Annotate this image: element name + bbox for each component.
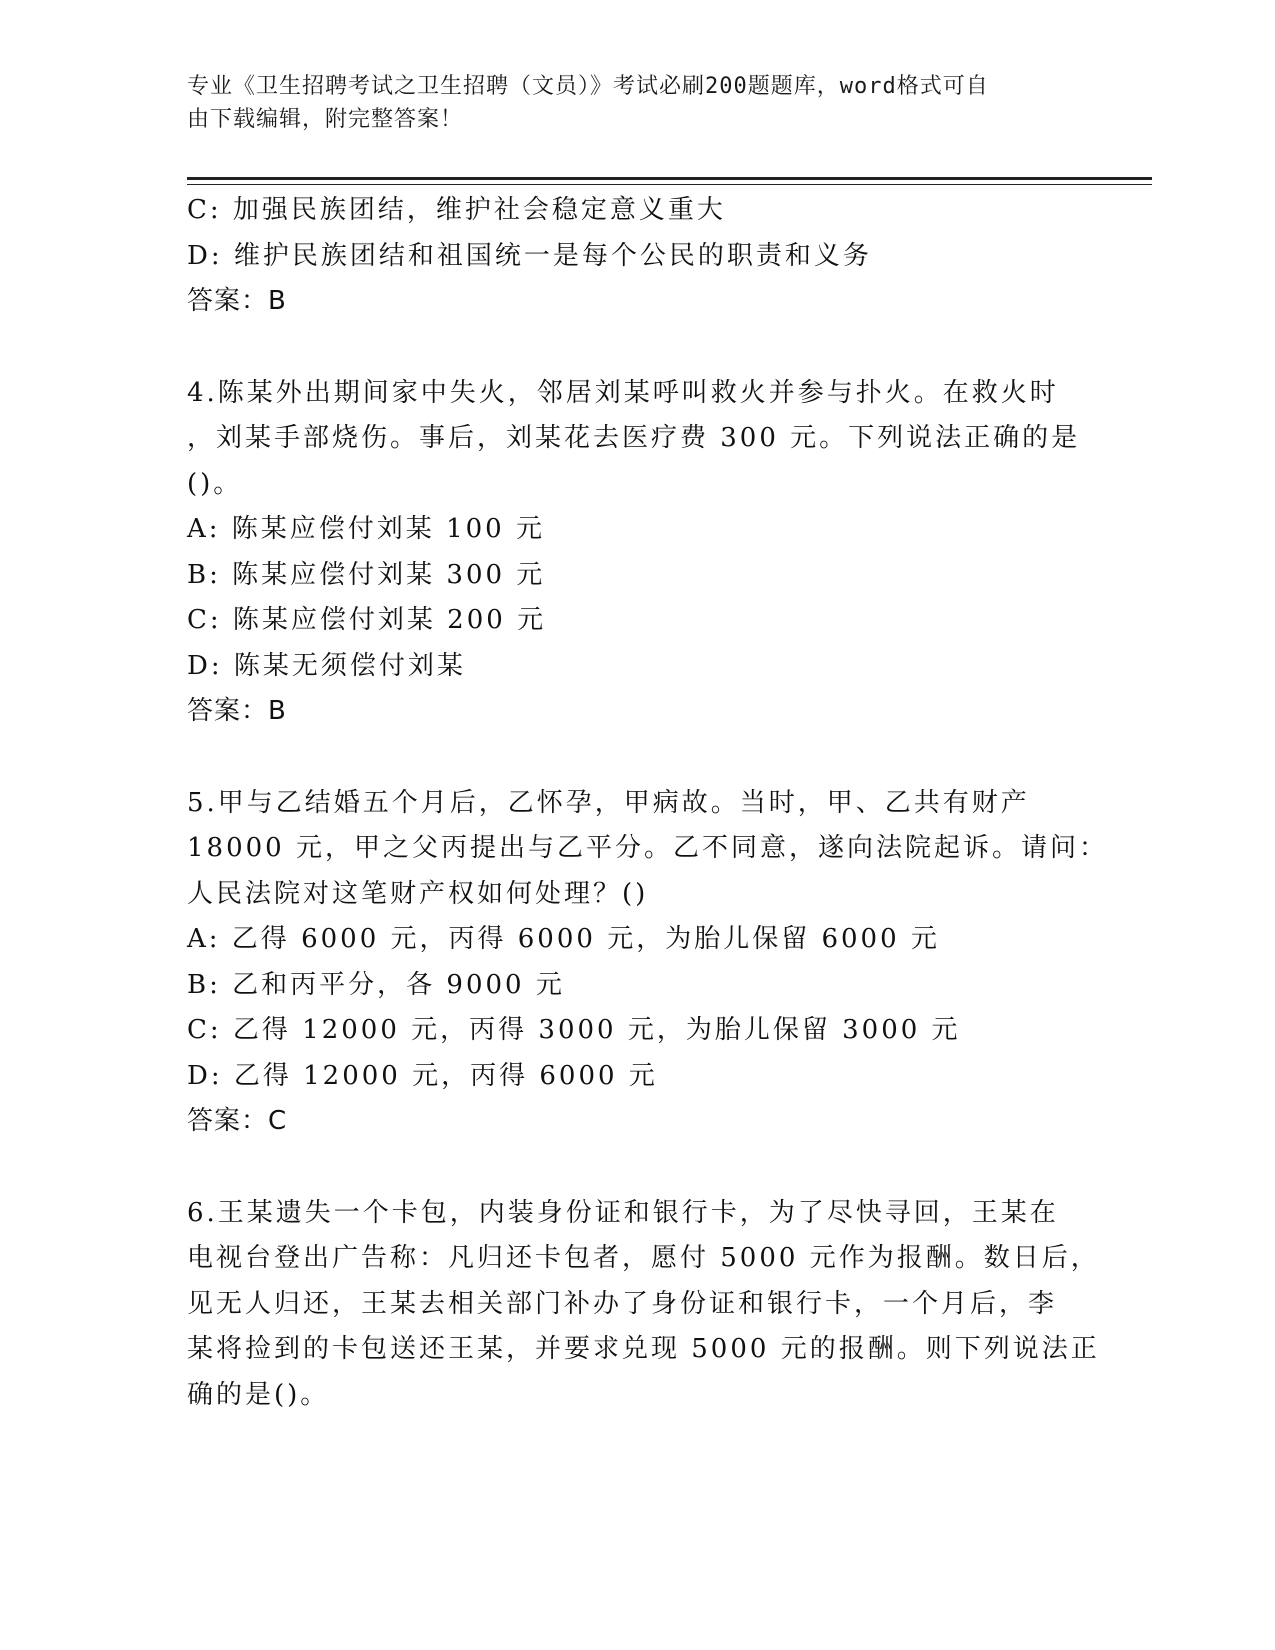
- question-content: [187, 188, 1108, 1418]
- option-c: C: 加强民族团结，维护社会稳定意义重大: [187, 195, 726, 225]
- header-divider-thin: [187, 184, 1152, 185]
- question-stem: ()。: [187, 468, 243, 499]
- option-d: D: 乙得 12000 元，丙得 6000 元: [187, 1060, 658, 1091]
- question-stem: 5.甲与乙结婚五个月后，乙怀孕，甲病故。当时，甲、乙共有财产: [187, 787, 1030, 818]
- document-header: [187, 70, 1067, 136]
- option-c: C: 乙得 12000 元，丙得 3000 元，为胎儿保留 3000 元: [187, 1015, 961, 1045]
- question-stem: ，刘某手部烧伤。事后，刘某花去医疗费 300 元。下列说法正确的是: [187, 423, 1081, 453]
- spacer: [187, 735, 1087, 781]
- option-a: A: 陈某应偿付刘某 100 元: [187, 514, 545, 544]
- question-stem: 某将捡到的卡包送还王某，并要求兑现 5000 元的报酬。则下列说法正: [187, 1334, 1100, 1364]
- option-b: B: 陈某应偿付刘某 300 元: [187, 559, 546, 590]
- question-stem: 见无人归还，王某去相关部门补办了身份证和银行卡，一个月后，李: [187, 1288, 1058, 1319]
- option-b: B: 乙和丙平分，各 9000 元: [187, 969, 565, 1000]
- question-stem: 人民法院对这笔财产权如何处理？(): [187, 878, 649, 909]
- question-stem: 6.王某遗失一个卡包，内装身份证和银行卡，为了尽快寻回，王某在: [187, 1197, 1059, 1228]
- answer: 答案：B: [187, 696, 287, 726]
- option-d: D: 维护民族团结和祖国统一是每个公民的职责和义务: [187, 240, 872, 271]
- question-3-tail: [187, 188, 1087, 325]
- question-5: [187, 781, 1108, 1145]
- spacer: [187, 325, 1087, 371]
- answer: 答案：B: [187, 286, 287, 316]
- question-4: [187, 371, 1087, 735]
- question-6: [187, 1191, 1100, 1419]
- header-line-2: 由下载编辑，附完整答案！: [187, 107, 464, 132]
- option-d: D: 陈某无须偿付刘某: [187, 650, 466, 681]
- question-stem: 4.陈某外出期间家中失火，邻居刘某呼叫救火并参与扑火。在救火时: [187, 377, 1059, 408]
- question-stem: 确的是()。: [187, 1379, 330, 1410]
- answer: 答案：C: [187, 1106, 288, 1136]
- header-divider-thick: [187, 177, 1152, 180]
- option-a: A: 乙得 6000 元，丙得 6000 元，为胎儿保留 6000 元: [187, 924, 940, 954]
- header-line-1: 专业《卫生招聘考试之卫生招聘（文员）》考试必刷200题题库，word格式可自: [187, 74, 989, 99]
- question-stem: 18000 元，甲之父丙提出与乙平分。乙不同意，遂向法院起诉。请问：: [187, 833, 1108, 863]
- option-c: C: 陈某应偿付刘某 200 元: [187, 605, 547, 635]
- question-stem: 电视台登出广告称：凡归还卡包者，愿付 5000 元作为报酬。数日后，: [187, 1243, 1100, 1273]
- spacer: [187, 1145, 1087, 1191]
